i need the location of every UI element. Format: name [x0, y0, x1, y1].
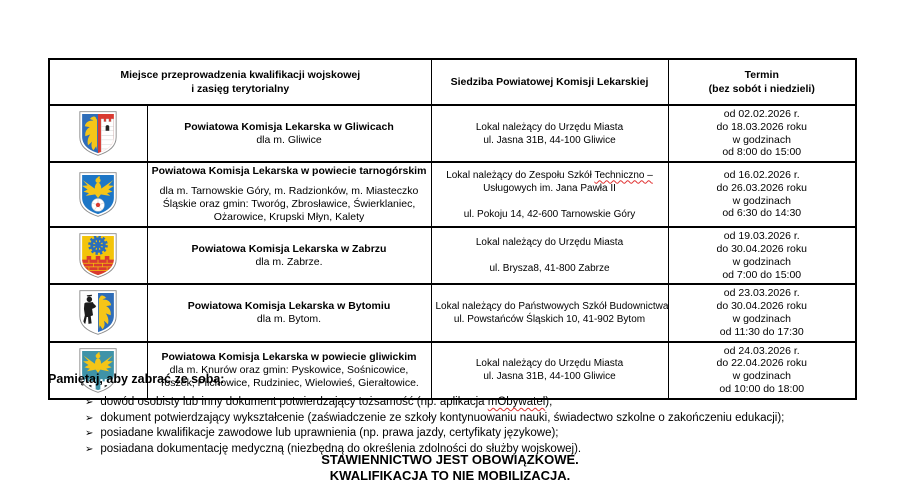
- notice-line-2: KWALIFIKACJA TO NIE MOBILIZACJA.: [329, 467, 571, 483]
- commission-cell: [147, 227, 431, 284]
- checklist-title: Pamiętaj, aby zabrać ze sobą:: [48, 372, 225, 386]
- venue-line: ul. Pokoju 14, 42-600 Tarnowskie Góry: [463, 208, 636, 220]
- column-header-term-line1: Termin: [744, 69, 779, 81]
- table-header: [49, 59, 856, 105]
- table-row: [49, 105, 856, 162]
- venue-line: ul. Jasna 31B, 44-100 Gliwice: [483, 134, 616, 146]
- commission-cell: [147, 284, 431, 341]
- venue-line: Lokal należący do Zespołu Szkół Techniczno –: [446, 169, 653, 181]
- commission-cell: [147, 162, 431, 227]
- gliwice-city-coat-of-arms-icon: [76, 125, 120, 142]
- notice-line-1: STAWIENNICTWO JEST OBOWIĄZKOWE.: [321, 452, 579, 467]
- term-cell: [668, 227, 856, 284]
- term-line: od 24.03.2026 r.: [723, 344, 800, 357]
- term-line: do 22.04.2026 roku: [716, 357, 807, 370]
- tarnogorski-county-coat-of-arms-icon: [76, 186, 120, 203]
- term-cell: [668, 162, 856, 227]
- term-line: od 6:30 do 14:30: [722, 207, 802, 220]
- checklist: [48, 395, 868, 457]
- venue-line: Lokal należący do Urzędu Miasta: [475, 358, 624, 370]
- commission-name: Powiatowa Komisja Lekarska w powiecie tarnogórskim: [151, 165, 427, 178]
- commission-name: Powiatowa Komisja Lekarska w Bytomiu: [187, 299, 391, 312]
- commission-name: Powiatowa Komisja Lekarska w powiecie gliwickim: [161, 350, 417, 363]
- territorial-area: dla m. Gliwice: [256, 133, 322, 146]
- venue-line: Usługowych im. Jana Pawła II: [483, 182, 616, 194]
- term-line: od 8:00 do 15:00: [722, 146, 802, 159]
- venue-line: ul. Jasna 31B, 44-100 Gliwice: [483, 371, 616, 383]
- checklist-item: [85, 395, 868, 411]
- venue-line: Lokal należący do Państwowych Szkół Budownictwa: [435, 300, 669, 312]
- term-line: w godzinach: [732, 255, 791, 268]
- term-line: do 18.03.2026 roku: [716, 120, 807, 133]
- venue-line: Lokal należący do Urzędu Miasta: [475, 237, 624, 249]
- commission-name: Powiatowa Komisja Lekarska w Zabrzu: [191, 242, 387, 255]
- footer-section: [48, 372, 868, 457]
- term-line: do 30.04.2026 roku: [716, 242, 807, 255]
- term-line: od 19.03.2026 r.: [723, 230, 800, 243]
- table-row: [49, 162, 856, 227]
- venue-cell: [431, 162, 668, 227]
- table-row: [49, 284, 856, 341]
- checklist-item: [85, 426, 868, 442]
- venue-line: Lokal należący do Urzędu Miasta: [475, 121, 624, 133]
- term-line: w godzinach: [732, 194, 791, 207]
- table-body: [49, 105, 856, 399]
- arrow-bullet-icon: ➢: [85, 397, 94, 408]
- term-line: od 23.03.2026 r.: [723, 287, 800, 300]
- spellcheck-underlined-word: Techniczno –: [594, 169, 653, 181]
- header-row: [49, 59, 856, 105]
- checklist-item-text: dowód osobisty lub inny dokument potwierdzający tożsamość (np. aplikacja mObywatel);: [100, 396, 553, 408]
- crest-cell: [49, 105, 147, 162]
- term-line: od 02.02.2026 r.: [723, 108, 800, 120]
- column-header-place-line2: i zasięg terytorialny: [191, 83, 290, 95]
- territorial-area: dla m. Zabrze.: [255, 255, 323, 268]
- checklist-item-text: posiadana dokumentację medyczną (niezbędną do określenia zdolności do służby wojskowej).: [100, 442, 582, 455]
- term-line: w godzinach: [732, 312, 791, 325]
- term-line: w godzinach: [732, 370, 791, 383]
- column-header-term-line2: (bez sobót i niedzieli): [708, 83, 815, 95]
- term-line: do 26.03.2026 roku: [716, 181, 807, 194]
- term-line: od 16.02.2026 r.: [723, 169, 800, 182]
- term-cell: [668, 105, 856, 162]
- term-line: w godzinach: [732, 133, 791, 146]
- term-line: od 7:00 do 15:00: [722, 268, 802, 281]
- checklist-item-text: dokument potwierdzający wykształcenie (zaświadczenie ze szkoły kontynuowaniu nauki, świadectwo szkolne o zakończeniu edukacji);: [100, 411, 785, 424]
- column-header-venue: Siedziba Powiatowej Komisji Lekarskiej: [431, 59, 668, 105]
- territorial-area: dla m. Tarnowskie Góry, m. Radzionków, m. Miasteczko Śląskie oraz gmin: Tworóg, Zbrosławice, Świerklaniec, Ożarowice, Krupski Młyn, Kalety: [159, 185, 419, 224]
- column-header-place: [49, 59, 431, 105]
- zabrze-city-coat-of-arms-icon: [76, 247, 120, 264]
- commission-cell: [147, 105, 431, 162]
- column-header-place-line1: Miejsce przeprowadzenia kwalifikacji wojskowej: [120, 69, 361, 81]
- arrow-bullet-icon: ➢: [85, 412, 94, 424]
- bytom-city-coat-of-arms-icon: [76, 304, 120, 321]
- venue-cell: [431, 105, 668, 162]
- checklist-item: [85, 411, 868, 427]
- crest-cell: [49, 284, 147, 341]
- venue-line: [436, 195, 664, 208]
- arrow-bullet-icon: ➢: [85, 443, 94, 455]
- term-line: od 11:30 do 17:30: [719, 325, 804, 338]
- venue-line: ul. Brysza8, 41-800 Zabrze: [489, 263, 610, 275]
- venue-cell: [431, 284, 668, 341]
- checklist-item-text: posiadane kwalifikacje zawodowe lub uprawnienia (np. prawa jazdy, certyfikaty językowe);: [100, 427, 559, 439]
- column-header-term: [668, 59, 856, 105]
- spellcheck-underlined-word: mObywatel: [487, 396, 546, 408]
- territorial-area: dla m. Bytom.: [256, 312, 322, 325]
- crest-cell: [49, 162, 147, 227]
- term-line: od 10:00 do 18:00: [719, 382, 805, 395]
- table-row: [49, 227, 856, 284]
- venue-line: [436, 249, 664, 262]
- mandatory-notice: [0, 452, 900, 483]
- territorial-area: dla m. Knurów oraz gmin: Pyskowice, Sośnicowice, Toszek, Pilchowice, Rudziniec, Wielowieś, Gierałtowice.: [159, 363, 419, 389]
- commission-name: Powiatowa Komisja Lekarska w Gliwicach: [184, 120, 394, 133]
- crest-cell: [49, 227, 147, 284]
- schedule-table: [48, 58, 857, 400]
- term-cell: [668, 284, 856, 341]
- venue-cell: [431, 227, 668, 284]
- venue-line: ul. Powstańców Śląskich 10, 41-902 Bytom: [453, 313, 646, 325]
- term-line: do 30.04.2026 roku: [716, 300, 807, 313]
- arrow-bullet-icon: ➢: [85, 428, 94, 439]
